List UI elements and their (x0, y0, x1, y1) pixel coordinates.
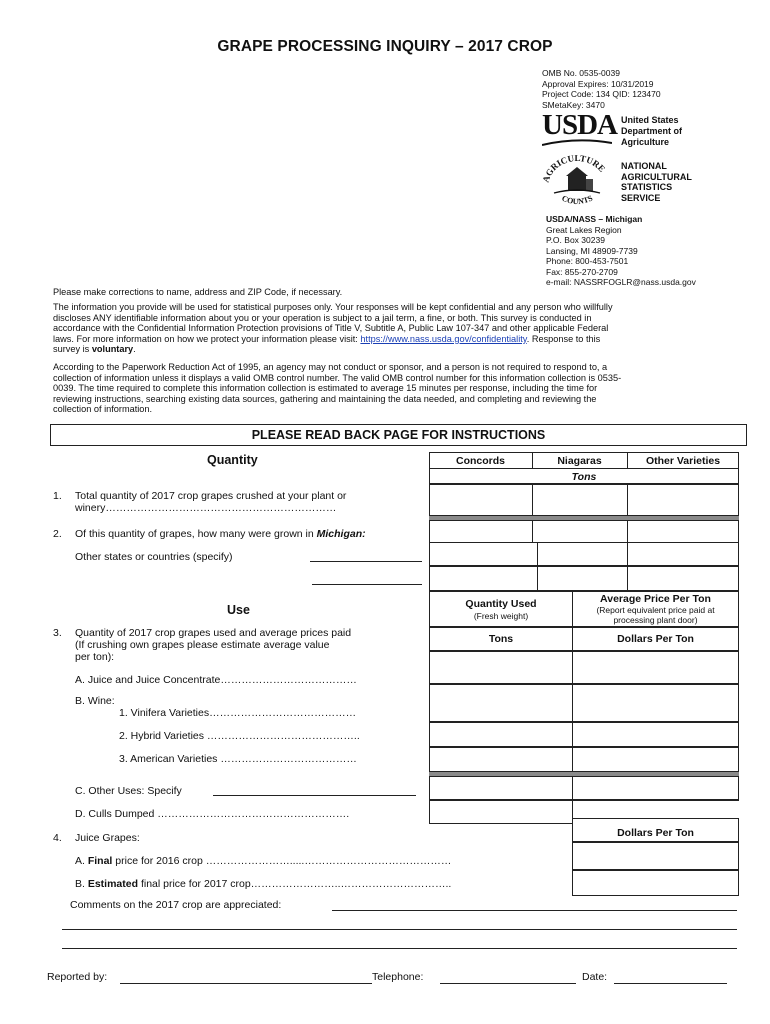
confidentiality-line: The information you provide will be used for statistical purposes only. Your responses will be kept confidential and any person who willfully (53, 302, 613, 312)
q2-text: Of this quantity of grapes, how many were grown in (75, 528, 317, 540)
telephone-field[interactable] (440, 983, 576, 984)
q1-number: 1. (53, 490, 62, 502)
q2-other1-niagaras[interactable] (537, 542, 628, 566)
q4a-label (75, 855, 451, 867)
nass-name (621, 161, 692, 203)
quantity-used-sub: (Fresh weight) (473, 611, 529, 621)
q3c-price-input[interactable] (572, 776, 739, 800)
q2-number: 2. (53, 528, 62, 540)
q1-concords-input[interactable] (429, 484, 533, 516)
telephone-label: Telephone: (372, 971, 424, 983)
use-unit-tons: Tons (488, 633, 514, 645)
q2-other-label: Other states or countries (specify) (75, 551, 233, 563)
instructions-banner: PLEASE READ BACK PAGE FOR INSTRUCTIONS (50, 424, 747, 446)
q4b-bold: Estimated (87, 878, 139, 890)
confidentiality-line (53, 344, 745, 355)
q3b2-tons-input[interactable] (429, 722, 573, 747)
q4-number: 4. (53, 832, 62, 844)
paperwork-line: collection of information unless it displays a valid OMB control number. The valid OMB control number for this information collection is 0535- (53, 372, 622, 383)
q3-label (75, 627, 351, 663)
avg-price-sub (572, 605, 739, 625)
q4-heading: Juice Grapes: (75, 832, 140, 844)
nass-line-3: STATISTICS (621, 182, 673, 193)
q3d-tons-input[interactable] (429, 800, 573, 824)
office-email: e-mail: NASSRFOGLR@nass.usda.gov (546, 277, 696, 287)
project-code: Project Code: 134 QID: 123470 (542, 89, 661, 99)
seal-icon (540, 153, 614, 209)
reported-by-label: Reported by: (47, 971, 108, 983)
q2-other2-niagaras[interactable] (537, 566, 628, 591)
voluntary-text: voluntary (91, 344, 134, 355)
paperwork-line: reviewing instructions, searching existing data sources, gathering and maintaining the data needed, and completing and reviewing the (53, 393, 597, 404)
dept-line-3: Agriculture (621, 137, 670, 147)
q2-other2-other[interactable] (627, 566, 739, 591)
use-unit-dollars: Dollars Per Ton (617, 633, 694, 645)
comments-label: Comments on the 2017 crop are appreciated: (70, 899, 282, 911)
quantity-heading: Quantity (207, 453, 258, 467)
units-tons: Tons (571, 471, 597, 483)
comments-line-2[interactable] (62, 929, 737, 930)
office-address (546, 214, 696, 288)
svg-text:COUNTS: COUNTS (560, 193, 595, 207)
agriculture-counts-seal (540, 153, 614, 209)
confidentiality-paragraph (53, 302, 745, 355)
q3b-wine-price[interactable] (572, 684, 739, 722)
avg-price-title: Average Price Per Ton (600, 593, 711, 605)
corrections-note: Please make corrections to name, address and ZIP Code, if necessary. (53, 287, 343, 297)
q3b1-label: 1. Vinifera Varieties…………………………………… (119, 707, 357, 719)
q1-line-2: winery………………………………………………………… (75, 502, 337, 514)
q3d-label: D. Culls Dumped ………………………………………………. (75, 808, 350, 820)
office-name: USDA/NASS – Michigan (546, 214, 643, 224)
date-field[interactable] (614, 983, 727, 984)
form-title: GRAPE PROCESSING INQUIRY – 2017 CROP (217, 38, 553, 55)
paperwork-line: collection of information. (53, 404, 153, 415)
quantity-used-title: Quantity Used (465, 598, 537, 610)
confidentiality-link[interactable]: https://www.nass.usda.gov/confidentiality (360, 333, 527, 344)
q3-line-2: (If crushing own grapes please estimate average value (75, 639, 330, 651)
confidentiality-line: discloses ANY identifiable information about you or your operation is subject to a jail term, a fine, or both. This survey is conducted in (53, 312, 592, 323)
q3c-specify-line[interactable] (213, 795, 416, 796)
office-phone: Phone: 800-453-7501 (546, 256, 629, 266)
avg-price-sub-2: processing plant door) (613, 615, 698, 625)
dept-agriculture (621, 115, 682, 148)
paperwork-line: According to the Paperwork Reduction Act of 1995, an agency may not conduct or sponsor, and a person is not required to respond to, a (53, 362, 608, 372)
q1-niagaras-input[interactable] (532, 484, 628, 516)
q3b3-price-input[interactable] (572, 747, 739, 772)
usda-logo-text: USDA (542, 109, 617, 141)
q2-label (75, 528, 366, 540)
divider (429, 468, 739, 469)
q3b3-label: 3. American Varieties ………………………………… (119, 753, 357, 765)
approval-expires: Approval Expires: 10/31/2019 (542, 78, 654, 89)
q3-line-1: Quantity of 2017 crop grapes used and average prices paid (75, 627, 352, 639)
dept-line-2: Department of (621, 126, 683, 136)
nass-line-1: NATIONAL (621, 161, 667, 171)
office-box: P.O. Box 30239 (546, 235, 605, 245)
juice-unit: Dollars Per Ton (617, 827, 694, 839)
q2-other1-other[interactable] (627, 542, 739, 566)
q4a-bold: Final (87, 855, 113, 867)
col-concords: Concords (455, 455, 505, 467)
q1-line-1: Total quantity of 2017 crop grapes crushed at your plant or (75, 490, 347, 502)
smetakey: SMetaKey: 3470 (542, 99, 605, 110)
q3b3-tons-input[interactable] (429, 747, 573, 772)
usda-logo-swoosh (542, 139, 612, 147)
q4a-rest: price for 2016 crop …………………….....…………………………………… (112, 855, 452, 867)
office-fax: Fax: 855-270-2709 (546, 266, 618, 277)
col-niagaras: Niagaras (557, 455, 602, 467)
q2-other-specify-line-1[interactable] (310, 561, 422, 562)
q4b-price-input[interactable] (572, 870, 739, 896)
avg-price-sub-1: (Report equivalent price paid at (596, 605, 715, 615)
q4b-rest: final price for 2017 crop……………………..………………………….. (138, 878, 452, 890)
q4b-label (75, 878, 451, 890)
q2-other2-concords[interactable] (429, 566, 538, 591)
omb-number: OMB No. 0535-0039 (542, 68, 620, 78)
confidentiality-line (53, 334, 745, 345)
q4a-prefix: A. (75, 855, 88, 867)
nass-line-2: AGRICULTURAL (621, 171, 692, 182)
svg-text:AGRICULTURE: AGRICULTURE (540, 153, 608, 184)
q1-other-input[interactable] (627, 484, 739, 516)
period-text: . (133, 344, 136, 355)
q3a-label: A. Juice and Juice Concentrate………………………………… (75, 674, 357, 686)
q1-label (75, 490, 346, 514)
comments-line-3[interactable] (62, 948, 737, 949)
laws-text: laws. For more information on how we protect your information please visit: (53, 333, 361, 344)
q2-state: Michigan: (316, 528, 366, 540)
q3b2-price-input[interactable] (572, 722, 739, 747)
q2-other1-concords[interactable] (429, 542, 538, 566)
dept-line-1: United States (621, 115, 679, 125)
q3c-label: C. Other Uses: Specify (75, 785, 182, 797)
usda-logo (542, 109, 617, 146)
q3-line-3: per ton): (75, 651, 115, 663)
date-label: Date: (582, 971, 608, 983)
q3a-price-input[interactable] (572, 651, 739, 684)
after-link-text: . Response to this (526, 333, 601, 344)
confidentiality-line: accordance with the Confidential Information Protection provisions of Title V, Subtitle A, Public Law 107-347 and other applicable Federal (53, 323, 609, 334)
office-region: Great Lakes Region (546, 224, 622, 235)
use-heading: Use (227, 603, 250, 617)
q4a-price-input[interactable] (572, 842, 739, 870)
omb-block (542, 68, 661, 110)
reported-by-field[interactable] (120, 983, 372, 984)
office-city: Lansing, MI 48909-7739 (546, 245, 638, 256)
q3b2-label: 2. Hybrid Varieties …………………………………….. (119, 730, 360, 742)
survey-text: survey is (53, 344, 92, 355)
nass-line-4: SERVICE (621, 192, 661, 203)
q3b-label: B. Wine: (75, 695, 115, 707)
paperwork-line: 0039. The time required to complete this information collection is estimated to average 15 minutes per response, including the time for (53, 383, 598, 394)
q3b-wine-tons[interactable] (429, 684, 573, 722)
col-other-varieties: Other Varieties (645, 455, 721, 467)
paperwork-paragraph (53, 362, 745, 415)
q4b-prefix: B. (75, 878, 88, 890)
comments-line-1[interactable] (332, 910, 737, 911)
q3-number: 3. (53, 627, 62, 639)
q3a-tons-input[interactable] (429, 651, 573, 684)
q2-other-specify-line-2[interactable] (312, 584, 422, 585)
q3c-tons-input[interactable] (429, 776, 573, 800)
